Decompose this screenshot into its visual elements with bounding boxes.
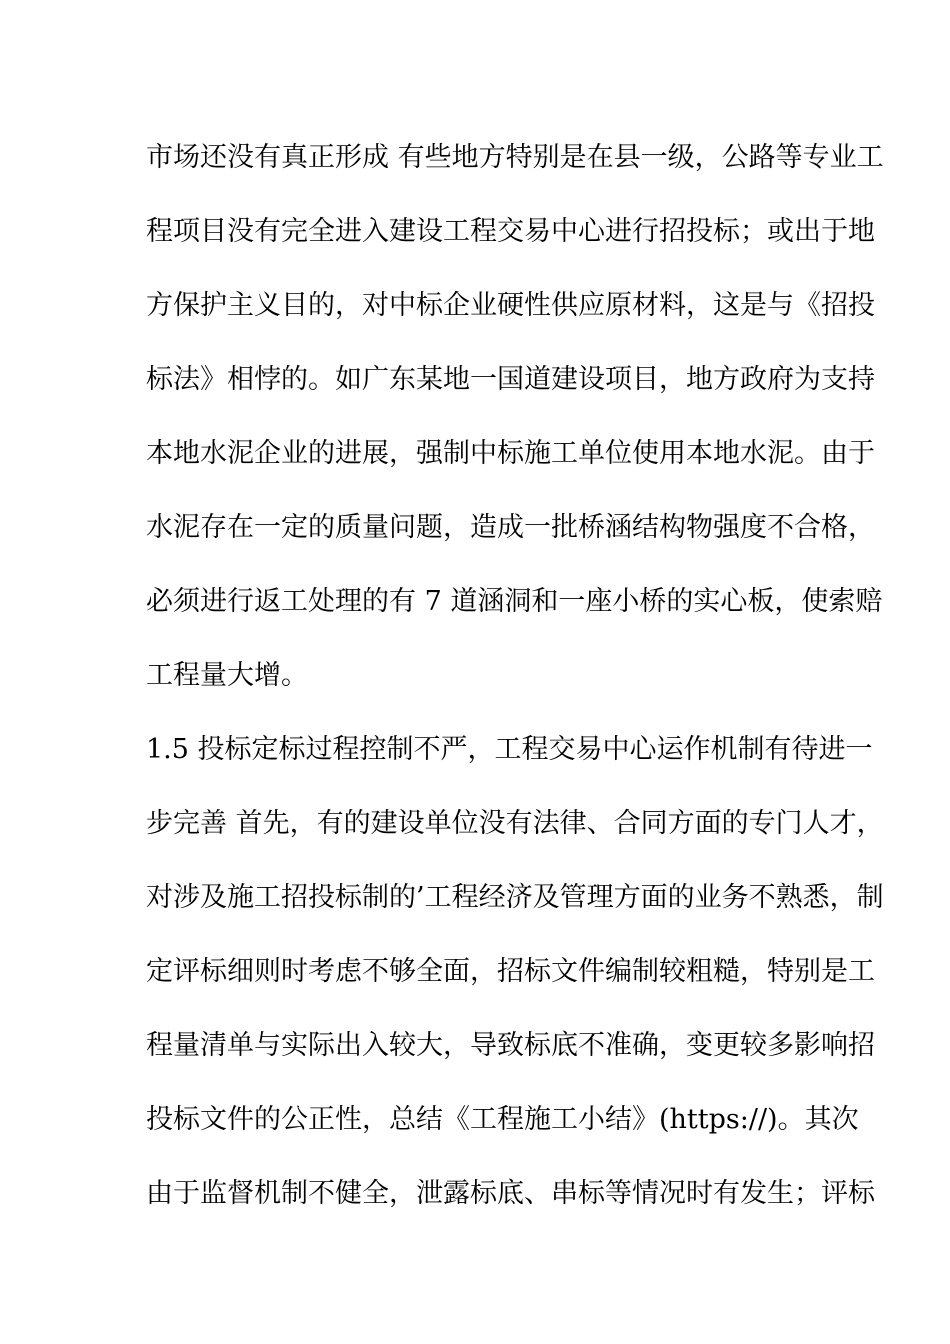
text-line-10: 步完善 首先，有的建设单位没有法律、合同方面的专门人才， <box>146 808 884 839</box>
text-line-15: 由于监督机制不健全，泄露标底、串标等情况时有发生；评标 <box>146 1178 875 1209</box>
text-line-5: 本地水泥企业的进展，强制中标施工单位使用本地水泥。由于 <box>146 438 875 469</box>
text-line-7: 必须进行返工处理的有 7 道涵洞和一座小桥的实心板，使索赔 <box>146 586 883 617</box>
text-line-6: 水泥存在一定的质量问题，造成一批桥涵结构物强度不合格， <box>146 512 875 543</box>
section-heading-line: 1.5 投标定标过程控制不严，工程交易中心运作机制有待进一 <box>146 734 873 765</box>
text-line-11: 对涉及施工招投标制的’工程经济及管理方面的业务不熟悉，制 <box>146 882 884 913</box>
text-line-4: 标法》相悖的。如广东某地一国道建设项目，地方政府为支持 <box>146 364 875 395</box>
text-line-13: 程量清单与实际出入较大，导致标底不准确，变更较多影响招 <box>146 1030 875 1061</box>
text-line-8: 工程量大增。 <box>146 660 308 691</box>
text-line-1: 市场还没有真正形成 有些地方特别是在县一级，公路等专业工 <box>146 142 884 173</box>
text-line-14: 投标文件的公正性，总结《工程施工小结》(https://)。其次 <box>146 1104 859 1135</box>
text-line-12: 定评标细则时考虑不够全面，招标文件编制较粗糙，特别是工 <box>146 956 875 987</box>
text-line-3: 方保护主义目的，对中标企业硬性供应原材料，这是与《招投 <box>146 290 875 321</box>
text-line-2: 程项目没有完全进入建设工程交易中心进行招投标；或出于地 <box>146 216 875 247</box>
